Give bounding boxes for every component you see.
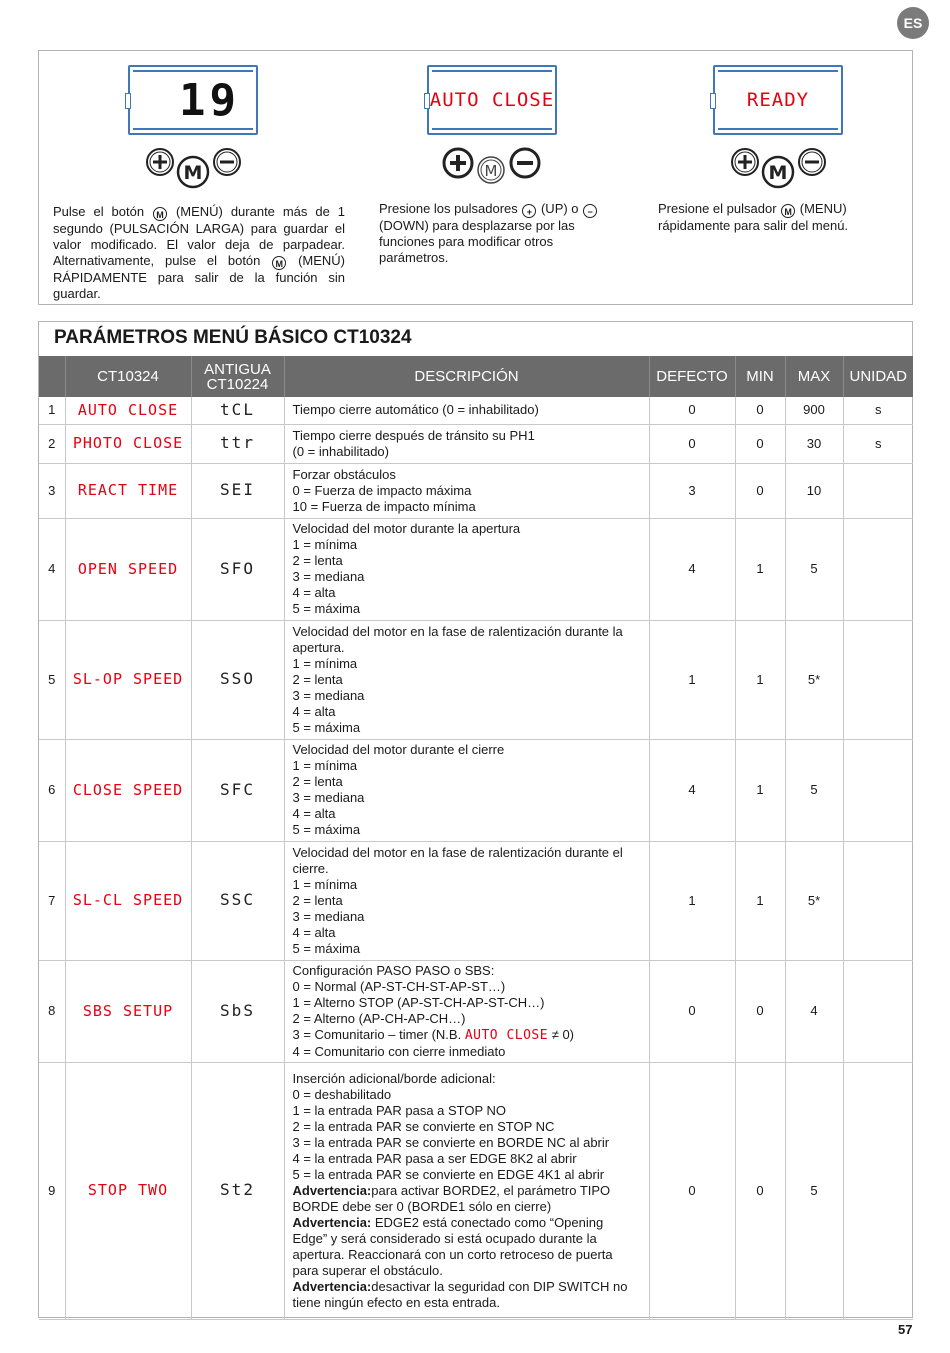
description-line: 0 = Normal (AP-ST-CH-ST-AP-ST…): [292, 978, 506, 994]
lcd-display-value: 19: [179, 74, 240, 126]
description-line: Velocidad del motor durante el cierre: [292, 742, 505, 757]
menu-m-button-icon: [761, 155, 795, 189]
instruction-panel-2: [339, 51, 619, 304]
minus-button-icon: [509, 147, 541, 179]
row-code-cell: [65, 841, 191, 960]
button-group-2: [442, 147, 552, 189]
menu-m-inline-icon: M: [272, 256, 286, 270]
description-line: 4 = Comunitario con cierre inmediato: [292, 1043, 506, 1059]
table-row: [39, 620, 913, 739]
row-min: 1: [735, 841, 785, 960]
row-description: [284, 841, 649, 960]
row-min: 1: [735, 518, 785, 620]
row-max: 4: [785, 960, 843, 1062]
row-description: [284, 620, 649, 739]
description-line: 1 = Alterno STOP (AP-ST-CH-AP-ST-CH…): [292, 994, 545, 1010]
plus-button-icon: [442, 147, 474, 179]
row-code-cell: [65, 1062, 191, 1319]
table-row: [39, 960, 913, 1062]
instruction-panel-1: [39, 51, 346, 304]
row-min: 0: [735, 1062, 785, 1319]
description-line: 3 = mediana: [292, 569, 365, 584]
lcd-display-text: READY: [746, 89, 810, 111]
old-code: SSC: [220, 890, 255, 909]
warning-label: Advertencia:: [292, 1278, 372, 1294]
instruction-text-2: Presione los pulsadores + (UP) o − (DOWN) para desplazarse por las funciones para modificar otros parámetros.: [379, 201, 624, 266]
row-max: 10: [785, 463, 843, 518]
description-line: Tiempo cierre después de tránsito su PH1: [292, 427, 535, 443]
row-max: 5: [785, 518, 843, 620]
header-desc: DESCRIPCIÓN: [284, 356, 649, 397]
description-line: Velocidad del motor en la fase de ralentización durante la apertura.: [292, 623, 623, 655]
menu-m-inline-icon: M: [153, 207, 167, 221]
instruction-text-1: Pulse el botón M (MENÚ) durante más de 1 segundo (PULSACIÓN LARGA) para guardar el valor modificado. El valor deja de parpadear. Alternativamente, pulse el botón M (MENÚ) RÁPIDAMENTE para salir de la función sin guardar.: [53, 204, 346, 301]
warning-line: [293, 1215, 641, 1279]
description-line: Velocidad del motor en la fase de ralentización durante el cierre.: [292, 844, 623, 876]
row-description: [284, 463, 649, 518]
row-description: [284, 518, 649, 620]
row-old-code-cell: [191, 463, 284, 518]
parameters-table: [39, 356, 913, 1320]
warning-text: para activar BORDE2, el parámetro TIPO BORDE debe ser 0 (BORDE1 sólo en cierre): [292, 1182, 611, 1214]
minus-button-icon: [797, 147, 827, 177]
old-code: ttr: [220, 433, 255, 452]
description-line: 2 = Alterno (AP-CH-AP-CH…): [292, 1010, 466, 1026]
description-line: Inserción adicional/borde adicional:: [292, 1070, 496, 1086]
description-line: 5 = máxima: [292, 822, 361, 837]
description-line: 4 = la entrada PAR pasa a ser EDGE 8K2 al abrir: [292, 1150, 577, 1166]
row-unit: [843, 739, 913, 841]
row-unit: [843, 518, 913, 620]
lcd-code: OPEN SPEED: [77, 559, 179, 578]
description-line: 5 = máxima: [292, 719, 361, 735]
old-code: SFO: [220, 558, 255, 578]
row-code-cell: [65, 397, 191, 424]
row-default: 0: [649, 397, 735, 424]
warning-label: Advertencia:: [292, 1182, 372, 1198]
row-min: 1: [735, 739, 785, 841]
menu-m-button-icon: [176, 155, 210, 189]
row-max: 30: [785, 424, 843, 463]
row-number: 3: [39, 463, 65, 518]
instruction-panel-3: [619, 51, 913, 304]
old-code: SFC: [220, 779, 255, 799]
header-default: DEFECTO: [649, 356, 735, 397]
header-old: ANTIGUA CT10224: [191, 356, 284, 397]
row-unit: [843, 463, 913, 518]
header-code: CT10324: [65, 356, 191, 397]
row-description: [284, 424, 649, 463]
description-line: 0 = Fuerza de impacto máxima: [292, 482, 472, 498]
row-unit: s: [843, 424, 913, 463]
description-line: Configuración PASO PASO o SBS:: [292, 962, 495, 978]
row-old-code-cell: [191, 620, 284, 739]
table-row: [39, 841, 913, 960]
lcd-display-2: [427, 65, 557, 135]
minus-button-icon: [212, 147, 242, 177]
row-number: 7: [39, 841, 65, 960]
row-number: 8: [39, 960, 65, 1062]
description-line: Tiempo cierre automático (0 = inhabilitado): [292, 402, 539, 418]
description-line: 3 = mediana: [292, 790, 365, 805]
table-row: [39, 424, 913, 463]
row-code-cell: [65, 463, 191, 518]
row-number: 6: [39, 739, 65, 841]
lcd-display-3: [713, 65, 843, 135]
warning-label: Advertencia:: [292, 1214, 372, 1230]
instruction-text-3: Presione el pulsador M (MENU) rápidamente para salir del menú.: [658, 201, 849, 233]
row-default: 0: [649, 1062, 735, 1319]
description-line: 2 = lenta: [292, 553, 343, 568]
table-row: [39, 518, 913, 620]
header-unit: UNIDAD: [843, 356, 913, 397]
description-line: 10 = Fuerza de impacto mínima: [292, 498, 476, 514]
row-number: 1: [39, 397, 65, 424]
row-max: 5*: [785, 841, 843, 960]
row-min: 1: [735, 620, 785, 739]
row-max: 5: [785, 739, 843, 841]
inline-lcd-code: AUTO CLOSE: [464, 1027, 549, 1043]
lcd-code: PHOTO CLOSE: [72, 434, 184, 452]
description-line: 3 = la entrada PAR se convierte en BORDE NC al abrir: [292, 1134, 610, 1150]
row-old-code-cell: [191, 841, 284, 960]
lcd-code: STOP TWO: [87, 1181, 169, 1199]
plus-button-icon: [145, 147, 175, 177]
lcd-code: AUTO CLOSE: [77, 400, 179, 419]
description-line: (0 = inhabilitado): [292, 443, 389, 459]
header-min: MIN: [735, 356, 785, 397]
row-default: 1: [649, 620, 735, 739]
description-text: 3 = Comunitario – timer (N.B.: [292, 1026, 465, 1042]
row-old-code-cell: [191, 960, 284, 1062]
svg-text:M: M: [484, 162, 498, 180]
row-description: [284, 739, 649, 841]
description-line: 5 = la entrada PAR se convierte en EDGE 4K1 al abrir: [292, 1166, 605, 1182]
description-text: ≠ 0): [548, 1026, 575, 1042]
description-line: 2 = la entrada PAR se convierte en STOP NC: [292, 1118, 555, 1134]
svg-text:M: M: [768, 162, 788, 184]
lcd-display-1: [128, 65, 258, 135]
description-line: 2 = lenta: [292, 671, 343, 687]
description-line: 1 = mínima: [292, 758, 358, 773]
warning-text: EDGE2 está conectado como “Opening Edge” y será considerado si está ocupado durante la apertura. Reaccionará con un corto retroceso de puerta para superar el obstáculo.: [292, 1214, 613, 1278]
row-old-code-cell: [191, 397, 284, 424]
row-old-code-cell: [191, 518, 284, 620]
description-line: 1 = la entrada PAR pasa a STOP NO: [292, 1102, 507, 1118]
description-line: 2 = lenta: [292, 892, 343, 908]
row-max: 5: [785, 1062, 843, 1319]
row-default: 3: [649, 463, 735, 518]
lcd-code: REACT TIME: [77, 481, 179, 499]
row-min: 0: [735, 960, 785, 1062]
instructions-box: [38, 50, 913, 305]
header-max: MAX: [785, 356, 843, 397]
lcd-code: SBS SETUP: [82, 1001, 174, 1020]
table-title: PARÁMETROS MENÚ BÁSICO CT10324: [54, 327, 412, 348]
description-line: 4 = alta: [292, 585, 336, 600]
old-code: SEI: [220, 480, 255, 499]
row-code-cell: [65, 739, 191, 841]
lcd-display-text: AUTO CLOSE: [429, 89, 555, 111]
description-line: 1 = mínima: [292, 537, 358, 552]
row-unit: s: [843, 397, 913, 424]
row-unit: [843, 960, 913, 1062]
description-line: 4 = alta: [292, 806, 336, 821]
table-row: [39, 1062, 913, 1319]
row-unit: [843, 1062, 913, 1319]
menu-m-button-icon: [476, 155, 506, 185]
row-number: 4: [39, 518, 65, 620]
description-line: Velocidad del motor durante la apertura: [292, 521, 521, 536]
row-default: 4: [649, 739, 735, 841]
row-code-cell: [65, 424, 191, 463]
row-min: 0: [735, 463, 785, 518]
old-code: SbS: [220, 1000, 255, 1020]
table-row: [39, 739, 913, 841]
description-line: 1 = mínima: [292, 876, 358, 892]
row-code-cell: [65, 620, 191, 739]
lcd-code: SL-OP SPEED: [72, 670, 184, 688]
row-min: 0: [735, 424, 785, 463]
table-row: [39, 397, 913, 424]
row-number: 9: [39, 1062, 65, 1319]
warning-text: desactivar la seguridad con DIP SWITCH no tiene ningún efecto en esta entrada.: [292, 1278, 628, 1310]
row-default: 4: [649, 518, 735, 620]
lcd-code: CLOSE SPEED: [72, 780, 184, 799]
warning-line: [293, 1279, 641, 1311]
row-max: 900: [785, 397, 843, 424]
parameters-table-box: [38, 321, 913, 1318]
description-line: 5 = máxima: [292, 940, 361, 956]
plus-button-icon: [730, 147, 760, 177]
row-default: 0: [649, 424, 735, 463]
row-unit: [843, 620, 913, 739]
row-old-code-cell: [191, 424, 284, 463]
row-code-cell: [65, 960, 191, 1062]
description-line: 1 = mínima: [292, 655, 358, 671]
menu-m-inline-icon: M: [781, 204, 795, 218]
table-header-row: [39, 356, 913, 397]
svg-text:M: M: [183, 162, 203, 184]
lcd-code: SL-CL SPEED: [72, 891, 184, 909]
row-number: 5: [39, 620, 65, 739]
minus-inline-icon: −: [583, 204, 597, 218]
description-line: [293, 1027, 641, 1044]
description-line: 2 = lenta: [292, 774, 343, 789]
language-badge: ES: [897, 7, 929, 39]
button-group-3: [730, 147, 830, 189]
row-number: 2: [39, 424, 65, 463]
description-line: 0 = deshabilitado: [292, 1086, 392, 1102]
warning-line: [293, 1183, 641, 1215]
row-unit: [843, 841, 913, 960]
header-num: [39, 356, 65, 397]
description-line: 4 = alta: [292, 924, 336, 940]
row-code-cell: [65, 518, 191, 620]
old-code: St2: [220, 1180, 255, 1199]
description-line: 5 = máxima: [292, 601, 361, 616]
page-number: 57: [898, 1322, 913, 1337]
row-description: [284, 1062, 649, 1319]
old-code: SSO: [220, 669, 255, 688]
button-group-1: [145, 147, 245, 189]
row-min: 0: [735, 397, 785, 424]
old-code: tCL: [220, 399, 255, 419]
row-description: [284, 960, 649, 1062]
row-default: 1: [649, 841, 735, 960]
description-line: 3 = mediana: [292, 687, 365, 703]
table-row: [39, 463, 913, 518]
row-default: 0: [649, 960, 735, 1062]
row-old-code-cell: [191, 1062, 284, 1319]
plus-inline-icon: +: [522, 204, 536, 218]
description-line: Forzar obstáculos: [292, 466, 396, 482]
description-line: 4 = alta: [292, 703, 336, 719]
row-old-code-cell: [191, 739, 284, 841]
row-description: [284, 397, 649, 424]
description-line: 3 = mediana: [292, 908, 365, 924]
row-max: 5*: [785, 620, 843, 739]
